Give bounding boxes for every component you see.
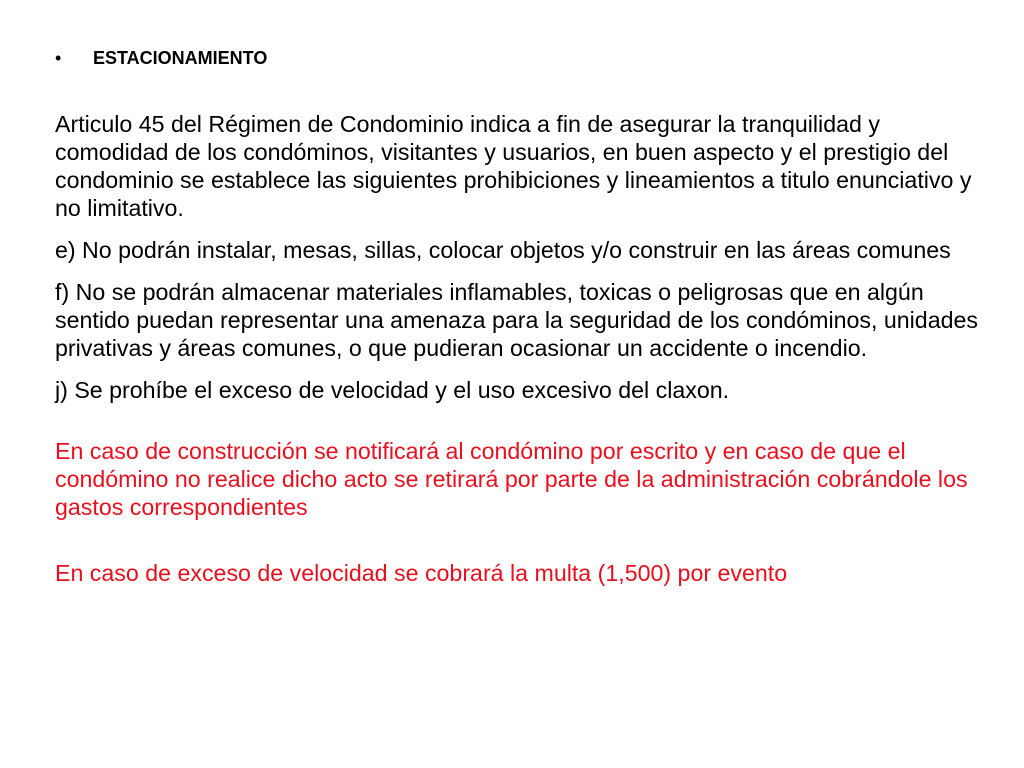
bullet-icon: • [55,48,62,68]
section-heading: ESTACIONAMIENTO [93,48,268,68]
rule-e-paragraph: e) No podrán instalar, mesas, sillas, colocar objetos y/o construir en las áreas comunes [55,237,951,263]
construction-notice: En caso de construcción se notificará al condómino por escrito y en caso de que el condómino no realice dicho acto se retirará por parte de la administración cobrándole los gastos correspondientes [55,438,968,520]
notices-block [55,437,995,587]
body-text [55,110,995,625]
bullet-heading-row [55,48,267,69]
speeding-fine-notice: En caso de exceso de velocidad se cobrará la multa (1,500) por evento [55,560,788,586]
rule-f-paragraph: f) No se podrán almacenar materiales inflamables, toxicas o peligrosas que en algún sentido puedan representar una amenaza para la seguridad de los condóminos, unidades privativas y áreas comunes, o que pudieran ocasionar un accidente o incendio. [55,279,978,361]
rule-j-paragraph: j) Se prohíbe el exceso de velocidad y el uso excesivo del claxon. [55,377,730,403]
intro-paragraph: Articulo 45 del Régimen de Condominio indica a fin de asegurar la tranquilidad y comodidad de los condóminos, visitantes y usuarios, en buen aspecto y el prestigio del condominio se establece las siguientes prohibiciones y lineamientos a titulo enunciativo y no limitativo. [55,111,972,221]
